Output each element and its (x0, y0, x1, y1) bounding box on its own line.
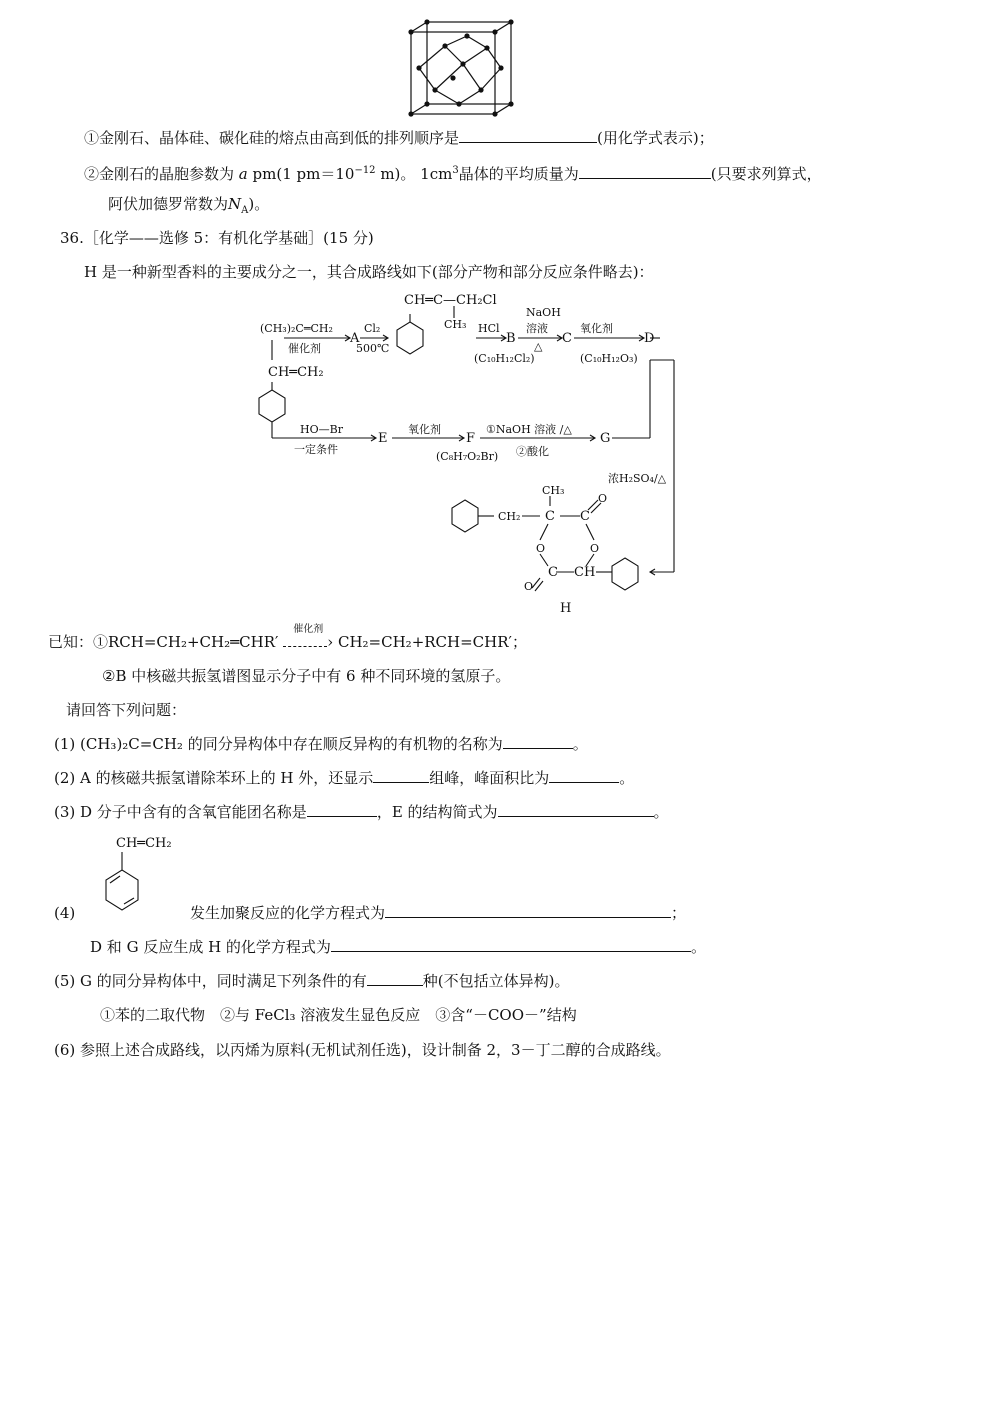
oxidant2-label: 氧化剂 (408, 423, 441, 436)
var-a: a (238, 165, 248, 183)
q4-suffix-2: 。 (690, 938, 706, 956)
q3-text: (3) D 分子中含有的含氧官能团名称是 (54, 803, 307, 821)
answer-blank-q4b[interactable] (331, 937, 691, 952)
q35-line2-text: ②金刚石的晶胞参数为 (84, 165, 235, 183)
answer-blank-q3a[interactable] (307, 802, 377, 817)
known-line-2: ②B 中核磁共振氢谱图显示分子中有 6 种不同环境的氢原子。 (102, 667, 511, 685)
temp-label: 500℃ (356, 342, 390, 355)
q2-suffix: 。 (619, 769, 635, 787)
q35-line2-suffix: (只要求列算式， (710, 165, 822, 183)
known-arrow: 催化剂 › (283, 632, 333, 652)
q2-text: (2) A 的核磁共振氢谱除苯环上的 H 外，还显示 (54, 769, 374, 787)
question-5 (54, 971, 570, 991)
h-c2-label: C (580, 509, 590, 524)
h-o3-label: O (590, 542, 600, 555)
d-formula-label: (C₁₀H₁₂O₃) (580, 352, 638, 365)
question-1 (54, 734, 588, 754)
compound-d-label: D (644, 331, 655, 346)
answer-blank-q4a[interactable] (385, 903, 671, 918)
answer-blank-q2b[interactable] (549, 768, 619, 783)
styrene-vinyl-label: CH═CH₂ (268, 365, 324, 380)
q4-vinyl-label: CH═CH₂ (116, 836, 172, 851)
compound-e-label: E (378, 431, 388, 446)
condition-label: 一定条件 (294, 443, 338, 456)
hcl-label: HCl (478, 322, 500, 335)
q4-text: 发生加聚反应的化学方程式为 (190, 904, 386, 922)
known-line-1 (48, 624, 527, 652)
step1-label: ①NaOH 溶液 /△ (486, 423, 572, 436)
question-3 (54, 802, 669, 822)
q35-line1-text: ①金刚石、晶体硅、碳化硅的熔点由高到低的排列顺序是 (84, 129, 460, 147)
q3-suffix: 。 (653, 803, 669, 821)
h-c-label: C (545, 509, 555, 524)
known-reaction-right: CH₂=CH₂+RCH=CHR′； (337, 633, 527, 651)
synthesis-scheme (250, 290, 690, 620)
h-ch2-label: CH₂ (498, 510, 521, 523)
compound-h-label: H (560, 601, 572, 616)
h-c3-label: C (548, 565, 558, 580)
exponent-3: 3 (452, 165, 459, 176)
answer-blank-q2a[interactable] (373, 768, 429, 783)
hobr-label: HO—Br (300, 423, 343, 436)
exponent-minus12: −12 (354, 165, 376, 176)
heat-label: △ (534, 340, 543, 353)
compound-g-label: G (600, 431, 611, 446)
compound-a-label: A (350, 331, 360, 346)
q5-suffix: 种(不包括立体异构)。 (422, 972, 570, 990)
q4-number: (4) (54, 904, 76, 922)
question-4 (190, 903, 686, 923)
q35-line3-suffix: )。 (248, 195, 270, 213)
naoh-label: NaOH (526, 306, 561, 319)
h-o4-label: O (524, 580, 534, 593)
b-formula-label: (C₁₀H₁₂Cl₂) (474, 352, 535, 365)
answer-blank-q5[interactable] (367, 971, 423, 986)
answer-blank-1[interactable] (459, 128, 597, 143)
question-6: (6) 参照上述合成路线，以丙烯为原料(无机试剂任选)，设计制备 2，3－丁二醇的合成路线。 (54, 1041, 671, 1059)
compound-f-label: F (466, 431, 476, 446)
top-ch3-label: CH₃ (444, 318, 467, 331)
q35-line1-suffix: (用化学式表示)； (597, 129, 714, 147)
q35-line3-text: 阿伏加德罗常数为 (108, 195, 229, 213)
cl2-label: Cl₂ (364, 322, 381, 335)
q35-line2-text-3: 晶体的平均质量为 (458, 165, 579, 183)
q4-text-2: D 和 G 反应生成 H 的化学方程式为 (90, 938, 331, 956)
h2so4-label: 浓H₂SO₄/△ (608, 472, 667, 485)
oxidant-label: 氧化剂 (580, 322, 613, 335)
isobutylene-label: (CH₃)₂C═CH₂ (260, 322, 333, 335)
top-product-label: CH═C—CH₂Cl (404, 293, 497, 308)
q5-text: (5) G 的同分异构体中，同时满足下列条件的有 (54, 972, 367, 990)
var-n: N (228, 195, 242, 213)
h-ch-label: CH (574, 565, 596, 580)
step2-label: ②酸化 (516, 445, 549, 458)
compound-b-label: B (506, 331, 516, 346)
h-o1-label: O (598, 492, 608, 505)
q35-line-1 (84, 128, 714, 148)
answer-blank-q3b[interactable] (498, 802, 654, 817)
catalyst-label: 催化剂 (288, 342, 321, 355)
q35-line2-text-2: m)。 1cm (380, 165, 453, 183)
q36-intro: H 是一种新型香料的主要成分之一，其合成路线如下(部分产物和部分反应条件略去)： (84, 263, 654, 281)
h-o2-label: O (536, 542, 546, 555)
f-formula-label: (C₈H₇O₂Br) (436, 450, 499, 463)
q35-line2-unit: pm(1 pm＝10 (252, 165, 355, 183)
q3-text-2: ，E 的结构简式为 (376, 803, 498, 821)
known-reaction-left: 已知：①RCH=CH₂+CH₂═CHR′ (48, 633, 279, 651)
q1-suffix: 。 (572, 735, 588, 753)
answer-blank-2[interactable] (579, 164, 711, 179)
q2-text-2: 组峰，峰面积比为 (429, 769, 550, 787)
q1-text: (1) (CH₃)₂C=CH₂ 的同分异构体中存在顺反异构的有机物的名称为 (54, 735, 503, 753)
question-5-conditions: ①苯的二取代物 ②与 FeCl₃ 溶液发生显色反应 ③含“－COO－”结构 (100, 1006, 577, 1024)
sub-a: A (241, 205, 249, 216)
answer-blank-q1[interactable] (503, 734, 573, 749)
q36-header: 36.［化学——选修 5：有机化学基础］(15 分) (60, 229, 374, 247)
q35-line-2 (84, 161, 822, 184)
h-ch3-label: CH₃ (542, 484, 565, 497)
compound-c-label: C (562, 331, 572, 346)
q35-line-3 (108, 194, 269, 221)
diamond-unit-cell-figure (405, 18, 520, 118)
solution-label: 溶液 (526, 322, 548, 335)
question-2 (54, 768, 634, 788)
questions-prompt: 请回答下列问题： (66, 701, 187, 719)
q4-suffix: ； (671, 904, 687, 922)
known-catalyst: 催化剂 (293, 624, 324, 635)
question-4-part-2 (90, 937, 706, 957)
q4-styrene-structure (100, 852, 150, 922)
